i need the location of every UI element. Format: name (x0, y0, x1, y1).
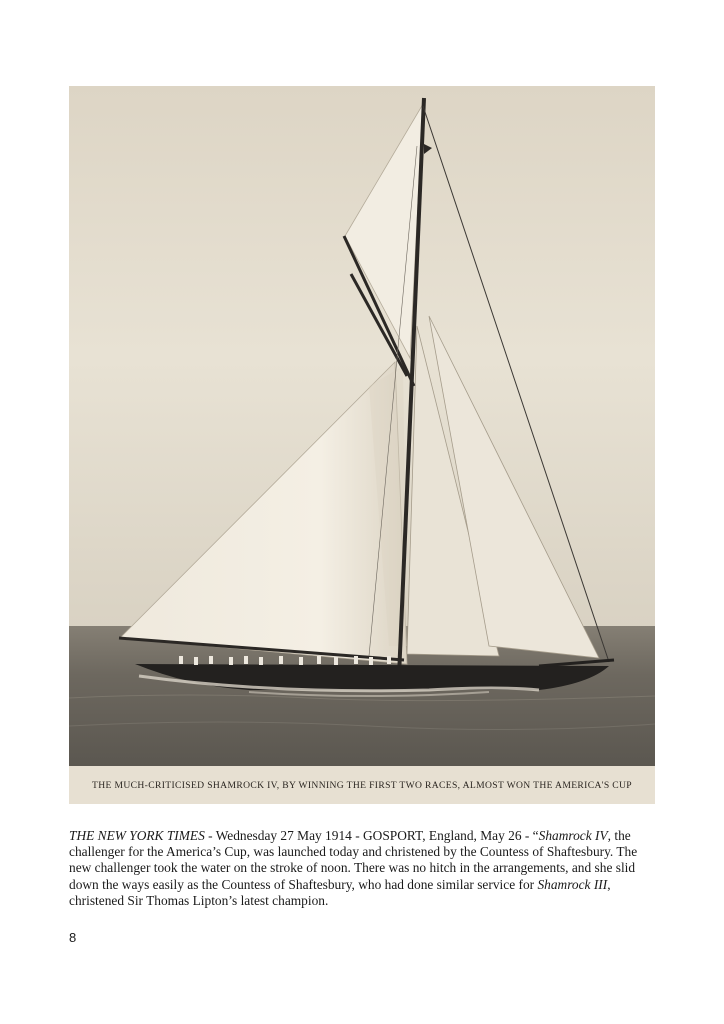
ship-name-shamrock-iii: Shamrock III (537, 876, 608, 892)
sailing-yacht-photograph (69, 86, 655, 766)
article-text-part-2: , the challenger for the America’s Cup, was launched today and christened by the Countess of Shaftesbury. The new challenger took the water on the stroke of noon. There was no hitch in the arrangements, and she slid down the ways easily as the Countess of Shaftesbury, who had done similar service for (69, 828, 638, 892)
ship-name-shamrock-iv: Shamrock IV (538, 828, 608, 843)
photo-caption: THE MUCH-CRITICISED SHAMROCK IV, BY WINNING THE FIRST TWO RACES, ALMOST WON THE AMERICA'S CUP (92, 779, 632, 791)
article-text-part-3: , christened Sir Thomas Lipton’s latest champion. (69, 876, 611, 908)
page-number: 8 (69, 930, 77, 945)
article-text-part-1: - Wednesday 27 May 1914 - GOSPORT, England, May 26 - “ (204, 828, 539, 843)
photo-plate (69, 86, 655, 804)
newspaper-name: THE NEW YORK TIMES (69, 828, 205, 843)
article-paragraph (69, 828, 659, 909)
